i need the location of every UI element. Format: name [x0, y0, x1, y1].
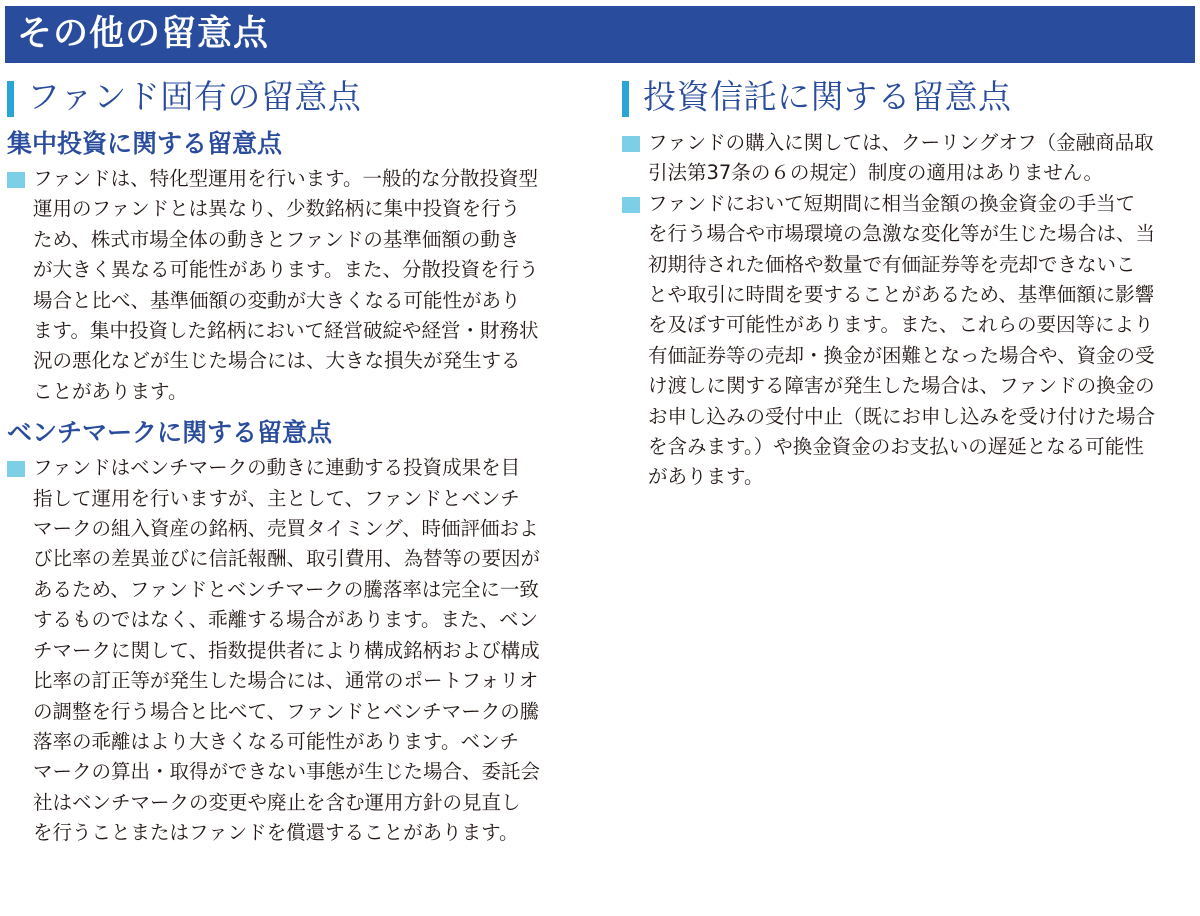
- paragraph-line: ファンドの購入に関しては、クーリングオフ（金融商品取: [648, 131, 1154, 154]
- bullet-square-icon: [622, 136, 640, 152]
- paragraph-line: 社はベンチマークの変更や廃止を含む運用方針の見直し: [33, 790, 521, 814]
- bullet-square-icon: [7, 461, 25, 477]
- paragraph-line: 況の悪化などが生じた場合には、大きな損失が発生する: [33, 349, 521, 373]
- bullet-square-icon: [7, 172, 25, 188]
- paragraph-line: とや取引に時間を要することがあるため、基準価額に影響: [648, 283, 1155, 307]
- paragraph-line: け渡しに関する障害が発生した場合は、ファンドの換金の: [648, 374, 1155, 398]
- heading-accent-bar: [7, 81, 14, 117]
- paragraph-line: 有価証券等の売却・換金が困難となった場合や、資金の受: [648, 343, 1155, 367]
- paragraph-line: マークの算出・取得ができない事態が生じた場合、委託会: [33, 760, 541, 784]
- paragraph-line: お申し込みの受付中止（既にお申し込みを受け付けた場合: [648, 404, 1156, 428]
- paragraph-line: び比率の差異並びに信託報酬、取引費用、為替等の要因が: [33, 547, 541, 571]
- benchmark-risk-paragraph: [7, 453, 587, 848]
- paragraph-line: ファンドは、特化型運用を行います。一般的な分散投資型: [33, 167, 539, 190]
- paragraph-line: 運用のファンドとは異なり、少数銘柄に集中投資を行う: [33, 197, 521, 221]
- bullet-square-icon: [622, 197, 640, 213]
- concentration-risk-paragraph: [7, 164, 587, 407]
- paragraph-line: を含みます。）や換金資金のお支払いの遅延となる可能性: [648, 435, 1144, 459]
- paragraph-line: を及ぼす可能性があります。また、これらの要因等により: [648, 313, 1154, 337]
- paragraph-line: の調整を行う場合と比べて、ファンドとベンチマークの騰: [33, 699, 540, 723]
- paragraph-line: チマークに関して、指数提供者により構成銘柄および構成: [33, 638, 540, 662]
- fund-specific-notes-title: ファンド固有の留意点: [27, 77, 362, 116]
- paragraph-line: 指して運用を行いますが、主として、ファンドとベンチ: [33, 486, 520, 510]
- investment-trust-notes-column: [622, 72, 1200, 493]
- page-title: その他の留意点: [17, 14, 270, 54]
- paragraph-line: ファンドにおいて短期間に相当金額の換金資金の手当て: [648, 191, 1136, 215]
- paragraph-line: あるため、ファンドとベンチマークの騰落率は完全に一致: [33, 577, 539, 601]
- paragraph-line: ため、株式市場全体の動きとファンドの基準価額の動き: [33, 227, 520, 251]
- paragraph-line: 引法第37条の６の規定）制度の適用はありません。: [648, 161, 1103, 185]
- investment-trust-notes-title: 投資信託に関する留意点: [643, 77, 1012, 116]
- liquidity-risk-paragraph: [622, 189, 1200, 493]
- benchmark-risk-title: ベンチマークに関する留意点: [7, 418, 333, 448]
- paragraph-line: 落率の乖離はより大きくなる可能性があります。ベンチ: [33, 729, 519, 753]
- heading-accent-bar: [622, 81, 629, 117]
- paragraph-line: があります。: [648, 465, 764, 489]
- concentration-risk-title: 集中投資に関する留意点: [7, 129, 283, 158]
- cooling-off-paragraph: [622, 128, 1200, 189]
- paragraph-line: 初期待された価格や数量で有価証券等を売却できないこ: [648, 252, 1136, 276]
- paragraph-line: が大きく異なる可能性があります。また、分散投資を行う: [33, 258, 539, 282]
- investment-trust-notes-heading: [622, 72, 1200, 122]
- paragraph-line: を行うことまたはファンドを償還することがあります。: [33, 821, 519, 845]
- fund-specific-notes-heading: [7, 72, 587, 122]
- paragraph-line: ことがあります。: [33, 379, 188, 403]
- fund-specific-notes-column: [7, 72, 587, 849]
- paragraph-line: 場合と比べ、基準価額の変動が大きくなる可能性があり: [33, 288, 521, 312]
- paragraph-line: マークの組入資産の銘柄、売買タイミング、時価評価およ: [33, 517, 539, 541]
- paragraph-line: するものではなく、乖離する場合があります。また、ベン: [33, 608, 539, 632]
- paragraph-line: ファンドはベンチマークの動きに連動する投資成果を目: [33, 456, 521, 480]
- page-title-banner: [5, 6, 1195, 63]
- paragraph-line: ます。集中投資した銘柄において経営破綻や経営・財務状: [33, 319, 539, 343]
- paragraph-line: 比率の訂正等が発生した場合には、通常のポートフォリオ: [33, 669, 539, 693]
- paragraph-line: を行う場合や市場環境の急激な変化等が生じた場合は、当: [648, 222, 1156, 246]
